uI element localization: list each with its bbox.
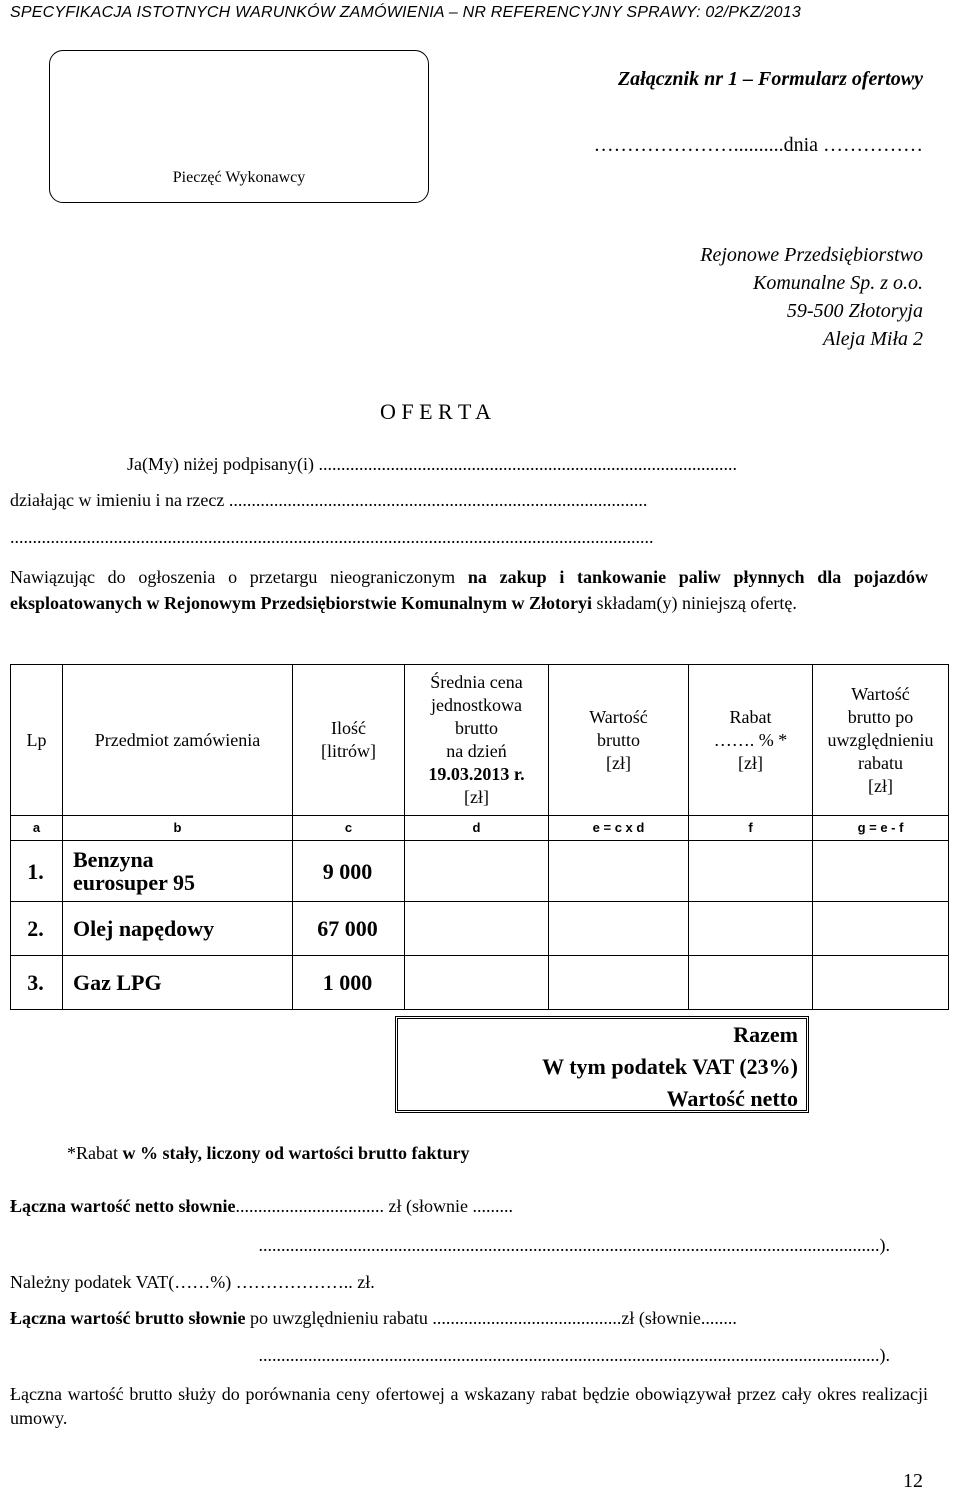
- column-letter-row: [11, 816, 949, 841]
- column-letter: g = e - f: [813, 816, 949, 841]
- discount-footnote: *Rabat w % stały, liczony od wartości brutto faktury: [67, 1143, 470, 1163]
- recipient-line: 59-500 Złotoryja: [786, 300, 923, 322]
- summary-box: [395, 1016, 809, 1113]
- net-total-words-continuation: ..........................................................................................................................................).: [258, 1235, 890, 1255]
- after-discount-cell[interactable]: [813, 841, 949, 902]
- page-number: 12: [903, 1470, 923, 1492]
- column-letter: c: [293, 816, 405, 841]
- header-discount: Rabat ……. % * [zł]: [689, 665, 813, 816]
- after-discount-cell[interactable]: [813, 902, 949, 956]
- row-item: Olej napędowy: [63, 902, 293, 956]
- offer-title: O F E R T A: [380, 399, 492, 424]
- gross-total-words-line: Łączna wartość brutto słownie po uwzględnieniu rabatu ..........................................zł (słownie........: [10, 1308, 737, 1328]
- recipient-line: Rejonowe Przedsiębiorstwo: [700, 244, 923, 266]
- recipient-line: Komunalne Sp. z o.o.: [753, 272, 923, 294]
- contractor-stamp-box: [49, 50, 429, 203]
- row-item: Gaz LPG: [63, 956, 293, 1010]
- discount-cell[interactable]: [689, 956, 813, 1010]
- intro-paragraph: [10, 564, 928, 616]
- header-qty: Ilość [litrów]: [293, 665, 405, 816]
- table-row: [11, 956, 949, 1010]
- header-lp: Lp: [11, 665, 63, 816]
- row-item: Benzyna eurosuper 95: [63, 841, 293, 902]
- column-letter: d: [405, 816, 549, 841]
- header-value-after-discount: Wartość brutto po uwzględnieniu rabatu [zł]: [813, 665, 949, 816]
- row-qty: 9 000: [293, 841, 405, 902]
- row-lp: 1.: [11, 841, 63, 902]
- attachment-title: Załącznik nr 1 – Formularz ofertowy: [617, 68, 923, 90]
- header-gross-value: Wartość brutto [zł]: [549, 665, 689, 816]
- gross-total-note: Łączna wartość brutto służy do porównania ceny ofertowej a wskazany rabat będzie obowiązywał przez cały okres realizacji umowy.: [10, 1384, 928, 1428]
- price-cell[interactable]: [405, 956, 549, 1010]
- intro-bold: na zakup i tankowanie paliw płynnych dla pojazdów eksploatowanych w Rejonowym Przedsiębiorstwie Komunalnym w Złotoryi: [10, 567, 929, 613]
- price-cell[interactable]: [405, 902, 549, 956]
- row-qty: 67 000: [293, 902, 405, 956]
- row-lp: 2.: [11, 902, 63, 956]
- gross-cell[interactable]: [549, 956, 689, 1010]
- summary-net-label: Wartość netto: [666, 1086, 798, 1111]
- table-header-row: [11, 665, 949, 816]
- offer-table: [10, 664, 949, 1010]
- column-letter: e = c x d: [549, 816, 689, 841]
- discount-cell[interactable]: [689, 902, 813, 956]
- discount-cell[interactable]: [689, 841, 813, 902]
- gross-cell[interactable]: [549, 902, 689, 956]
- vat-line: Należny podatek VAT(……%) ……………….. zł.: [10, 1272, 375, 1292]
- column-letter: a: [11, 816, 63, 841]
- intro-text-end: składam(y) niniejszą ofertę.: [591, 593, 797, 613]
- summary-total-label: Razem: [733, 1022, 798, 1047]
- header-unit-price: Średnia cena jednostkowa brutto na dzień 19.03.2013 r. [zł]: [405, 665, 549, 816]
- recipient-line: Aleja Miła 2: [823, 328, 923, 350]
- column-letter: f: [689, 816, 813, 841]
- header-item: Przedmiot zamówienia: [63, 665, 293, 816]
- intro-text: Nawiązując do ogłoszenia o przetargu nieograniczonym: [10, 567, 468, 587]
- acting-continuation: ...............................................................................................................................................: [10, 527, 654, 547]
- table-row: [11, 841, 949, 902]
- stamp-label: Pieczęć Wykonawcy: [172, 169, 306, 186]
- summary-vat-label: W tym podatek VAT (23%): [542, 1054, 798, 1079]
- price-cell[interactable]: [405, 841, 549, 902]
- spec-header: SPECYFIKACJA ISTOTNYCH WARUNKÓW ZAMÓWIENIA – NR REFERENCYJNY SPRAWY: 02/PKZ/2013: [10, 4, 801, 21]
- after-discount-cell[interactable]: [813, 956, 949, 1010]
- date-line: …………………..........dnia ……………: [593, 134, 923, 156]
- row-qty: 1 000: [293, 956, 405, 1010]
- column-letter: b: [63, 816, 293, 841]
- row-lp: 3.: [11, 956, 63, 1010]
- gross-cell[interactable]: [549, 841, 689, 902]
- acting-line: działając w imieniu i na rzecz .............................................................................................: [10, 490, 648, 510]
- signatory-line: Ja(My) niżej podpisany(i) .............................................................................................: [127, 454, 737, 474]
- recipient-address: [700, 241, 923, 353]
- gross-total-words-continuation: ..........................................................................................................................................).: [258, 1345, 890, 1365]
- net-total-words-line: Łączna wartość netto słownie................................. zł (słownie .........: [10, 1196, 513, 1216]
- table-row: [11, 902, 949, 956]
